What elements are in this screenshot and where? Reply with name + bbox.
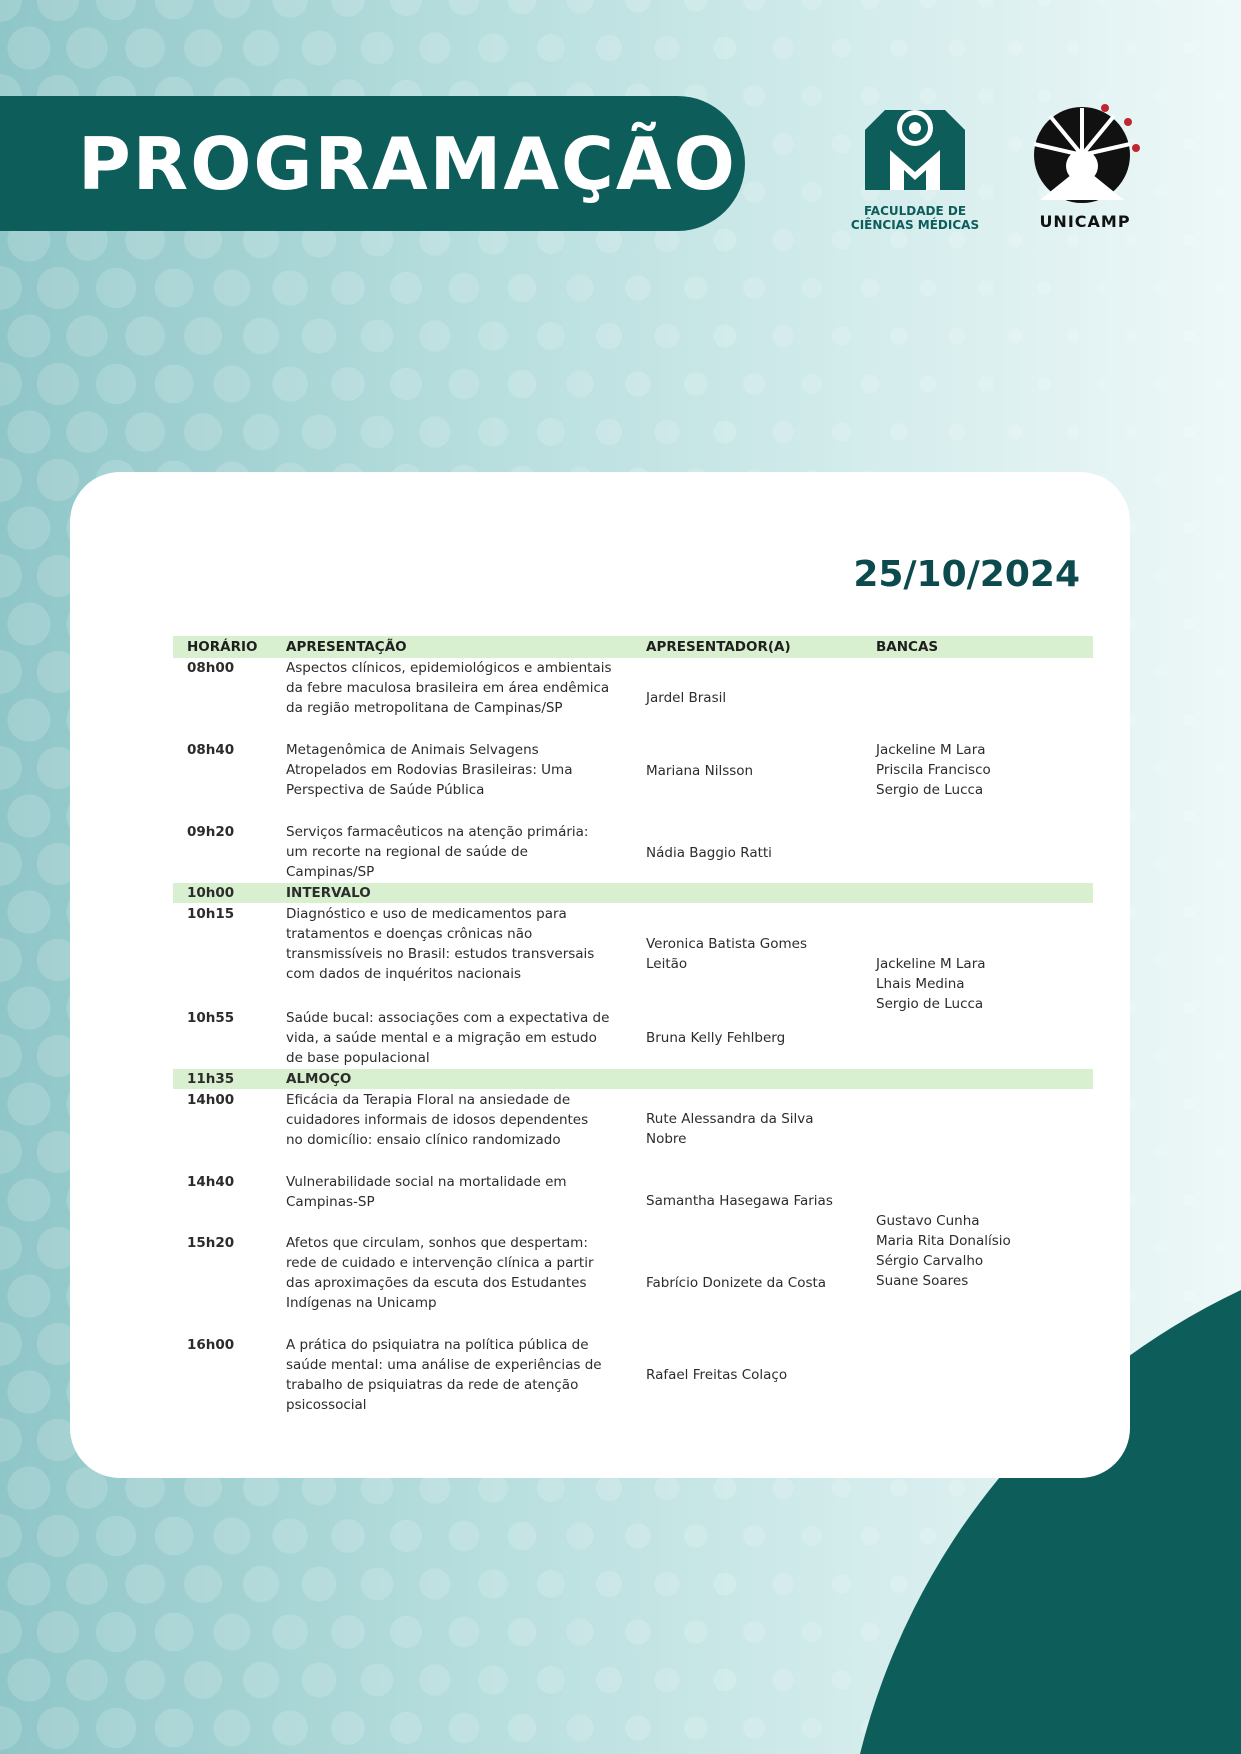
presentation-line: Serviços farmacêuticos na atenção primária: (286, 824, 589, 840)
presenter-line: Fabrício Donizete da Costa (646, 1275, 827, 1291)
row-presentation (286, 1172, 621, 1212)
row-presenter (646, 1109, 856, 1149)
row-time: 08h40 (187, 742, 235, 758)
presentation-line: saúde mental: uma análise de experiências de (286, 1357, 602, 1373)
row-presentation (286, 822, 621, 882)
presentation-line: transmissíveis no Brasil: estudos transversais (286, 946, 595, 962)
row-presentation (286, 904, 621, 984)
row-time: 08h00 (187, 660, 235, 676)
banca-member: Gustavo Cunha (876, 1213, 980, 1229)
banca-member: Suane Soares (876, 1273, 969, 1289)
row-time: 11h35 (187, 1071, 235, 1087)
header-presentation: APRESENTAÇÃO (286, 639, 407, 655)
fcm-logo-line2: CIÊNCIAS MÉDICAS (850, 218, 980, 232)
presentation-line: Diagnóstico e uso de medicamentos para (286, 906, 567, 922)
row-time: 09h20 (187, 824, 235, 840)
row-presentation (286, 1233, 621, 1313)
break-label: INTERVALO (286, 885, 371, 901)
row-presenter (646, 1365, 856, 1385)
bancas-group-3 (876, 1211, 1076, 1291)
unicamp-logo-text: UNICAMP (1039, 212, 1131, 231)
row-presentation (286, 1335, 621, 1415)
banca-member: Sérgio Carvalho (876, 1253, 984, 1269)
presentation-line: das aproximações da escuta dos Estudantes (286, 1275, 587, 1291)
presentation-line: Atropelados em Rodovias Brasileiras: Uma (286, 762, 573, 778)
presentation-line: Vulnerabilidade social na mortalidade em (286, 1174, 567, 1190)
presenter-line: Nádia Baggio Ratti (646, 845, 772, 861)
row-time: 10h15 (187, 906, 235, 922)
presentation-line: psicossocial (286, 1397, 367, 1413)
row-presenter (646, 1191, 856, 1211)
fcm-logo-line1: FACULDADE DE (863, 204, 967, 218)
banca-member: Maria Rita Donalísio (876, 1233, 1011, 1249)
row-presenter (646, 843, 856, 863)
presenter-line: Nobre (646, 1131, 687, 1147)
presentation-line: Afetos que circulam, sonhos que despertam: (286, 1235, 588, 1251)
presenter-line: Veronica Batista Gomes (646, 936, 807, 952)
fcm-logo (830, 100, 1000, 240)
presentation-line: Saúde bucal: associações com a expectativa de (286, 1010, 610, 1026)
presentation-line: com dados de inquéritos nacionais (286, 966, 522, 982)
bancas-group-2 (876, 954, 1076, 1014)
presentation-line: da febre maculosa brasileira em área endêmica (286, 680, 610, 696)
row-time: 10h00 (187, 885, 235, 901)
banca-member: Sergio de Lucca (876, 782, 984, 798)
presentation-line: Campinas-SP (286, 1194, 375, 1210)
presentation-line: da região metropolitana de Campinas/SP (286, 700, 563, 716)
event-date: 25/10/2024 (853, 554, 1080, 595)
row-time: 14h40 (187, 1174, 235, 1190)
row-time: 15h20 (187, 1235, 235, 1251)
presenter-line: Samantha Hasegawa Farias (646, 1193, 833, 1209)
presentation-line: tratamentos e doenças crônicas não (286, 926, 533, 942)
presentation-line: Eficácia da Terapia Floral na ansiedade de (286, 1092, 571, 1108)
header-presenter: APRESENTADOR(A) (646, 639, 791, 655)
presentation-line: de base populacional (286, 1050, 430, 1066)
header-bancas: BANCAS (876, 639, 939, 655)
row-presenter (646, 934, 856, 974)
presentation-line: um recorte na regional de saúde de (286, 844, 528, 860)
presenter-line: Mariana Nilsson (646, 763, 754, 779)
presentation-line: Campinas/SP (286, 864, 375, 880)
row-presenter (646, 1273, 856, 1293)
presenter-line: Leitão (646, 956, 688, 972)
row-time: 10h55 (187, 1010, 235, 1026)
unicamp-logo (1020, 100, 1150, 240)
row-presenter (646, 761, 856, 781)
row-presentation (286, 1090, 621, 1150)
presenter-line: Rafael Freitas Colaço (646, 1367, 788, 1383)
presenter-line: Jardel Brasil (646, 690, 727, 706)
presentation-line: Aspectos clínicos, epidemiológicos e ambientais (286, 660, 612, 676)
presentation-line: no domicílio: ensaio clínico randomizado (286, 1132, 561, 1148)
banca-member: Priscila Francisco (876, 762, 991, 778)
presentation-line: trabalho de psiquiatras da rede de atenção (286, 1377, 579, 1393)
presenter-line: Rute Alessandra da Silva (646, 1111, 814, 1127)
row-presentation (286, 1008, 621, 1068)
presenter-line: Bruna Kelly Fehlberg (646, 1030, 786, 1046)
row-time: 16h00 (187, 1337, 235, 1353)
presentation-line: Indígenas na Unicamp (286, 1295, 437, 1311)
banca-member: Sergio de Lucca (876, 996, 984, 1012)
presentation-line: vida, a saúde mental e a migração em estudo (286, 1030, 597, 1046)
presentation-line: Perspectiva de Saúde Pública (286, 782, 485, 798)
header-time: HORÁRIO (187, 639, 258, 655)
bancas-group-1 (876, 740, 1076, 800)
row-presenter (646, 688, 856, 708)
unicamp-emblem-icon (1020, 100, 1150, 210)
presentation-line: A prática do psiquiatra na política pública de (286, 1337, 589, 1353)
banca-member: Jackeline M Lara (876, 956, 986, 972)
presentation-line: cuidadores informais de idosos dependentes (286, 1112, 589, 1128)
row-presenter (646, 1028, 856, 1048)
presentation-line: rede de cuidado e intervenção clínica a partir (286, 1255, 594, 1271)
page-title: PROGRAMAÇÃO (78, 121, 737, 206)
schedule-card (70, 472, 1130, 1478)
row-time: 14h00 (187, 1092, 235, 1108)
banca-member: Jackeline M Lara (876, 742, 986, 758)
title-banner (0, 96, 745, 231)
banca-member: Lhais Medina (876, 976, 965, 992)
fcm-emblem-icon (830, 100, 1000, 204)
lunch-label: ALMOÇO (286, 1071, 352, 1087)
row-presentation (286, 658, 621, 718)
presentation-line: Metagenômica de Animais Selvagens (286, 742, 539, 758)
row-presentation (286, 740, 621, 800)
